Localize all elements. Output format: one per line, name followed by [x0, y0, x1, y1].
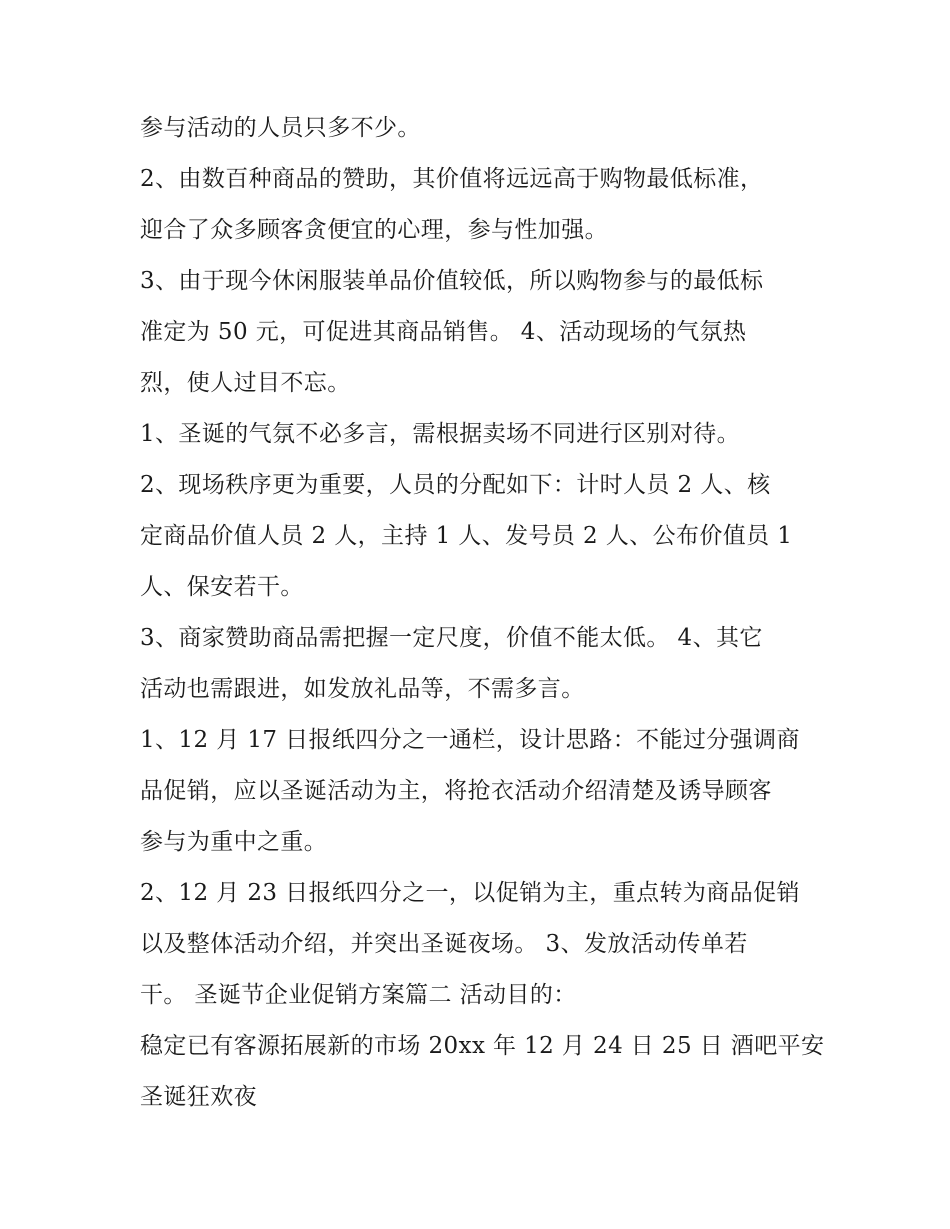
- text-line: 2、现场秩序更为重要，人员的分配如下：计时人员 2 人、核: [140, 472, 771, 498]
- text-line: 定商品价值人员 2 人，主持 1 人、发号员 2 人、公布价值员 1: [140, 523, 793, 549]
- text-line: 烈，使人过目不忘。: [140, 370, 351, 396]
- text-line: 3、商家赞助商品需把握一定尺度，价值不能太低。 4、其它: [140, 625, 763, 651]
- text-line: 人、保安若干。: [140, 574, 304, 600]
- text-line: 1、12 月 17 日报纸四分之一通栏，设计思路：不能过分强调商: [140, 727, 800, 753]
- text-line: 稳定已有客源拓展新的市场 20xx 年 12 月 24 日 25 日 酒吧平安: [140, 1033, 825, 1059]
- document-body: [140, 103, 825, 1123]
- text-line: 准定为 50 元，可促进其商品销售。 4、活动现场的气氛热: [140, 319, 747, 345]
- text-line: 活动也需跟进，如发放礼品等，不需多言。: [140, 676, 585, 702]
- text-line: 1、圣诞的气氛不必多言，需根据卖场不同进行区别对待。: [140, 421, 741, 447]
- text-line: 品促销，应以圣诞活动为主，将抢衣活动介绍清楚及诱导顾客: [140, 778, 772, 804]
- text-line: 3、由于现今休闲服装单品价值较低，所以购物参与的最低标: [140, 268, 764, 294]
- text-line: 干。 圣诞节企业促销方案篇二 活动目的：: [140, 982, 577, 1008]
- text-line: 2、由数百种商品的赞助，其价值将远远高于购物最低标准，: [140, 166, 764, 192]
- text-line: 迎合了众多顾客贪便宜的心理，参与性加强。: [140, 217, 608, 243]
- text-line: 以及整体活动介绍，并突出圣诞夜场。 3、发放活动传单若: [140, 931, 748, 957]
- text-line: 参与为重中之重。: [140, 829, 328, 855]
- text-line: 参与活动的人员只多不少。: [140, 115, 421, 141]
- text-line: 2、12 月 23 日报纸四分之一，以促销为主，重点转为商品促销: [140, 880, 800, 906]
- text-line: 圣诞狂欢夜: [140, 1084, 257, 1110]
